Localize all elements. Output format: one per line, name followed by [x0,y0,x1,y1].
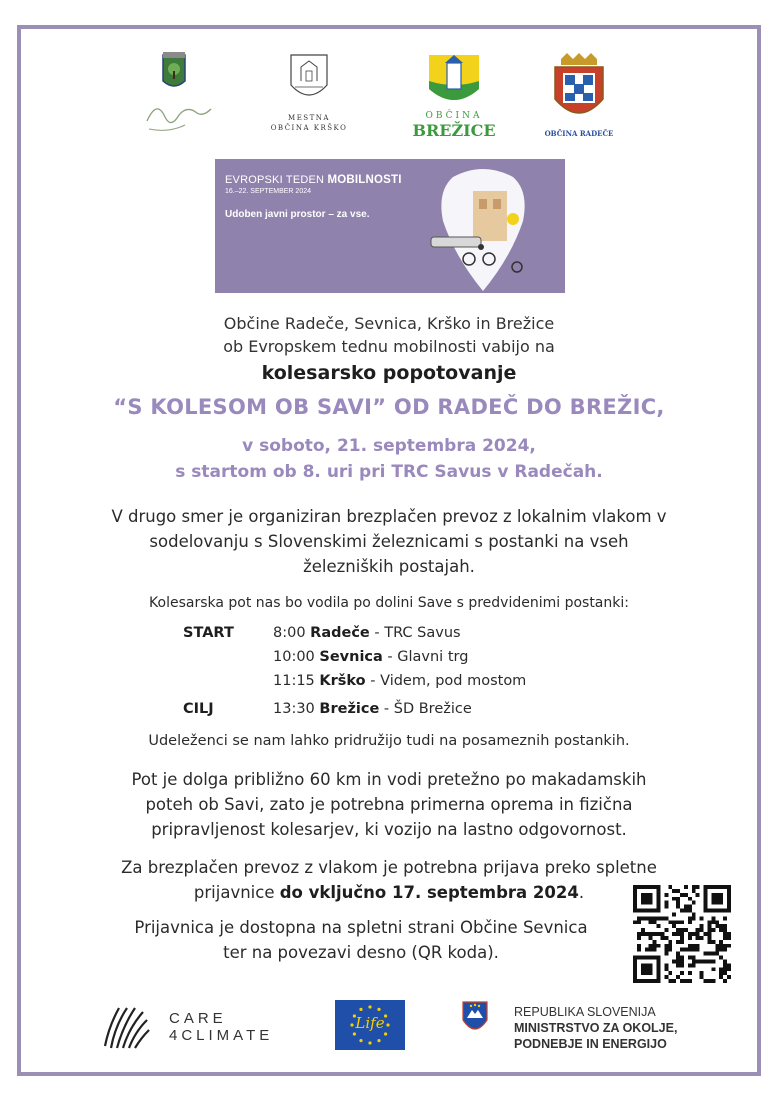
radece-logo [539,51,619,146]
schedule-detail: - Glavni trg [382,649,469,665]
life-text: Life [355,1014,385,1032]
banner-slogan: Udoben javni prostor – za vse. [225,209,370,220]
krsko-caption-line1: MESTNA [288,114,330,122]
radece-crest-icon [139,51,219,141]
eu-life-logo [335,1000,405,1050]
schedule-place: Radeče [310,625,370,641]
schedule-time: 11:15 [273,673,315,689]
join-note: Udeleženci se nam lahko pridružijo tudi na posameznih postankih. [148,733,630,749]
event-date-line: v soboto, 21. septembra 2024, [242,436,536,456]
train-line3: železniških postajah. [303,557,475,576]
banner-title [225,174,402,186]
registration-line2-end: . [578,883,585,902]
event-date [21,433,757,485]
availability-info [101,915,621,965]
banner-dates: 16.–22. SEPTEMBER 2024 [225,188,311,195]
krsko-logo [261,51,357,141]
registration-deadline: do vključno 17. septembra 2024 [279,883,579,902]
info-line3: pripravljenost kolesarjev, ki vozijo na lastno odgovornost. [151,820,627,839]
footer-logos [21,994,757,1064]
poster-frame [17,25,761,1076]
schedule-detail: - Videm, pod mostom [365,673,527,689]
event-title: kolesarsko popotovanje [261,362,517,384]
mobility-week-banner [215,159,565,293]
ministry-logo-text [514,1004,677,1052]
route-intro: Kolesarska pot nas bo vodila po dolini Save s predvidenimi postanki: [149,595,629,611]
schedule-entry [273,673,526,689]
schedule-detail: - TRC Savus [369,625,461,641]
care4climate-logo-text [169,1010,273,1044]
registration-line1: Za brezplačen prevoz z vlakom je potrebna prijava preko spletne [121,858,657,877]
availability-line1: Prijavnica je dostopna na spletni strani Občine Sevnica [134,918,588,937]
schedule-time: 8:00 [273,625,306,641]
intro-text [21,312,757,358]
availability-line2: ter na povezavi desno (QR koda). [223,943,499,962]
brezice-logo [409,51,499,146]
schedule-entry [273,625,461,641]
radece-signature-logo [139,51,219,141]
train-info [21,504,757,579]
schedule-time: 10:00 [273,649,315,665]
care-line2: 4CLIMATE [169,1027,274,1044]
banner-title-bold: MOBILNOSTI [327,174,402,186]
radece-caption: OBČINA RADEČE [544,129,614,138]
brezice-tower-icon [409,51,499,107]
info-line1: Pot je dolga približno 60 km in vodi pretežno po makadamskih [131,770,647,789]
brezice-caption-line2: BREŽICE [412,121,496,140]
intro-line1: Občine Radeče, Sevnica, Krško in Brežice [223,314,555,333]
train-line2: sodelovanju s Slovenskimi železnicami s postanki na vseh [149,532,629,551]
schedule-entry [273,701,472,717]
registration-line2-normal: prijavnice [193,883,280,902]
slovenia-coat-of-arms-icon [461,1000,489,1038]
ministry-line1: REPUBLIKA SLOVENIJA [514,1005,656,1019]
intro-line2: ob Evropskem tednu mobilnosti vabijo na [223,337,555,356]
schedule-time: 13:30 [273,701,315,717]
schedule-label: START [183,625,234,641]
route-info [21,767,757,842]
ministry-line2: MINISTRSTVO ZA OKOLJE, [514,1021,678,1035]
ministry-line3: PODNEBJE IN ENERGIJO [514,1037,667,1051]
qr-code-icon[interactable] [633,885,731,983]
brezice-caption-line1: OBČINA [425,111,483,121]
event-start-line: s startom ob 8. uri pri TRC Savus v Radečah. [175,462,603,482]
schedule-place: Brežice [319,701,380,717]
info-line2: poteh ob Savi, zato je potrebna primerna oprema in fizična [145,795,633,814]
care-line1: CARE [169,1010,227,1027]
schedule-place: Sevnica [319,649,383,665]
krsko-crest-icon [261,51,357,109]
event-headline: “S KOLESOM OB SAVI” OD RADEČ DO BREŽIC, [113,395,665,419]
schedule-label: CILJ [183,701,214,717]
schedule-detail: - ŠD Brežice [379,701,472,717]
care4climate-swirl-icon [99,1002,155,1052]
schedule-entry [273,649,468,665]
location-pin-illustration [421,159,541,293]
municipality-logos [21,51,757,161]
banner-title-normal: EVROPSKI TEDEN [225,174,328,186]
radece-shield-icon [539,51,619,131]
schedule-place: Krško [319,673,366,689]
krsko-caption-line2: OBČINA KRŠKO [270,124,348,132]
train-line1: V drugo smer je organiziran brezplačen prevoz z lokalnim vlakom v [111,507,667,526]
